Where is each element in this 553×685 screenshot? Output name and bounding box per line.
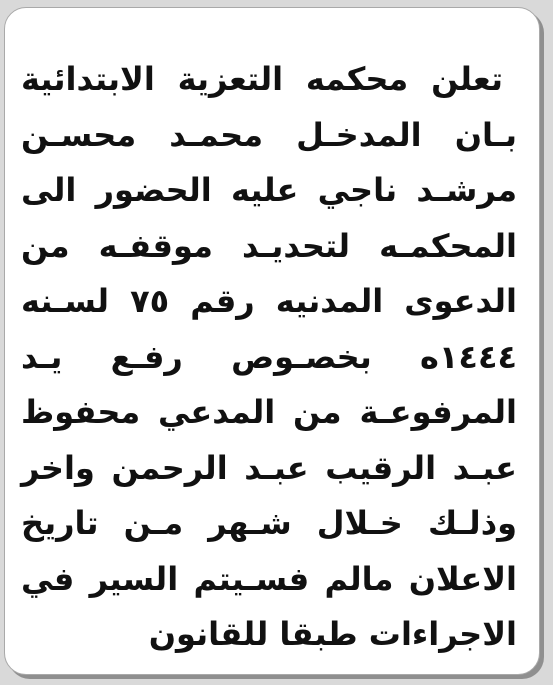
- notice-line: ١٤٤٤ه بخصـوص رفـع يـد: [21, 337, 517, 376]
- notice-line: وذلـك خـلال شـهر مـن تاريخ: [21, 504, 517, 542]
- notice-text: [21, 52, 523, 663]
- notice-line: الاجراءات طبقا للقانون: [148, 615, 517, 653]
- notice-line: بـان المدخـل محمـد محسـن: [21, 115, 517, 154]
- notice-line: الدعوى المدنيه رقم ٧٥ لسـنه: [21, 282, 518, 320]
- notice-line: الاعلان مالم فسـيتم السير في: [21, 559, 517, 598]
- notice-line: المرفوعـة من المدعي محفوظ: [21, 393, 517, 431]
- notice-line: عبـد الرقيب عبـد الرحمن واخر: [21, 448, 517, 487]
- notice-line: تعلن محكمه التعزية الابتدائية: [21, 60, 503, 98]
- notice-line: مرشـد ناجي عليه الحضور الى: [21, 171, 517, 209]
- notice-line: المحكمـه لتحديـد موقفـه من: [21, 226, 517, 265]
- notice-card: [4, 7, 540, 675]
